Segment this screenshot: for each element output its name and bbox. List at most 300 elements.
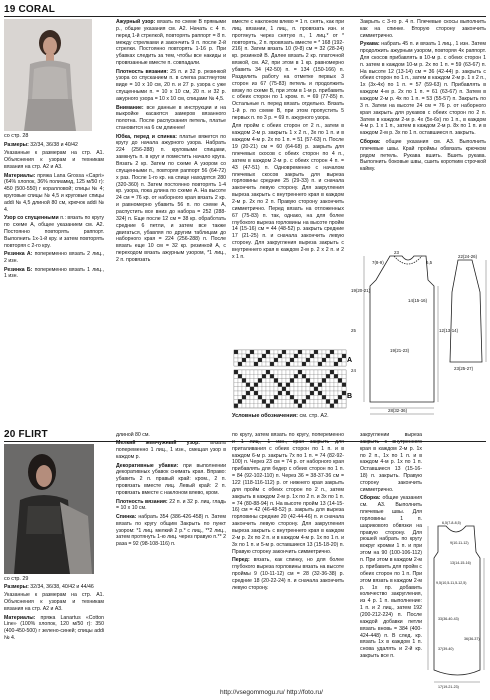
chart-cell: [334, 378, 338, 382]
chart-cell: [334, 354, 338, 358]
chart-cell: [286, 358, 290, 362]
chart-cell: [302, 391, 306, 395]
chart-cell: [274, 362, 278, 366]
chart-cell: [266, 362, 270, 366]
chart-cell: [270, 378, 274, 382]
chart-cell: [270, 395, 274, 399]
chart-cell: [262, 370, 266, 374]
chart-cell: [282, 362, 286, 366]
text-para: Мелкий жемчужный узор: вязать попеременно 1 лиц., 1 изн., смещая узор в каждом р.: [116, 440, 226, 461]
text-para: Сборка: общие указания см. А3. Выполнить плечевые швы. Край проймы обвязать крючком рядом петель. Рукава вшить. Вшить рукава. Выполнить боковые швы, сшить коротким строчкой кайму.: [360, 138, 486, 173]
chart-cell: [282, 383, 286, 387]
chart-cell: [294, 354, 298, 358]
chart-cell: [310, 358, 314, 362]
chart-cell: [342, 374, 346, 378]
chart-cell: [326, 387, 330, 391]
chart-cell: [238, 354, 242, 358]
chart-cell: [322, 378, 326, 382]
chart-cell: [318, 387, 322, 391]
chart-cell: [342, 350, 346, 354]
chart-cell: [234, 362, 238, 366]
chart-cell: [270, 362, 274, 366]
chart-cell: [338, 354, 342, 358]
chart-cell: [314, 350, 318, 354]
chart-cell: [290, 404, 294, 408]
chart-cell: [326, 358, 330, 362]
chart-cell: [338, 362, 342, 366]
chart-cell: [238, 358, 242, 362]
chart-cell: [266, 387, 270, 391]
chart-cell: [286, 383, 290, 387]
dim-label: 23: [394, 250, 399, 255]
dim-label: 6,5: [426, 260, 433, 265]
chart-cell: [314, 395, 318, 399]
chart-cell: [278, 354, 282, 358]
chart-cell: [278, 350, 282, 354]
chart-cell: [302, 404, 306, 408]
chart-cell: [310, 370, 314, 374]
chart-cell: [250, 354, 254, 358]
chart-cell: [282, 350, 286, 354]
dim-label: 33(36-40-43): [438, 617, 459, 621]
chart-cell: [254, 378, 258, 382]
chart-cell: [294, 370, 298, 374]
chart-cell: [322, 374, 326, 378]
chart-cell: [302, 383, 306, 387]
text-para: Плотность вязания: 22 п. и 32 р. лиц. гладь = 10 х 10 см.: [116, 498, 226, 512]
chart-cell: [286, 362, 290, 366]
chart-cell: [246, 370, 250, 374]
chart-cell: [278, 374, 282, 378]
chart-cell: [246, 378, 250, 382]
chart-cell: [274, 387, 278, 391]
chart-cell: [290, 387, 294, 391]
chart-cell: [266, 370, 270, 374]
chart-cell: [270, 404, 274, 408]
chart-cell: [298, 362, 302, 366]
chart-cell: [302, 378, 306, 382]
chart-cell: [250, 358, 254, 362]
chart-cell: [254, 395, 258, 399]
chart-cell: [326, 362, 330, 366]
flirt-photo: [4, 444, 94, 574]
chart-cell: [266, 354, 270, 358]
chart-cell: [338, 383, 342, 387]
chart-cell: [246, 399, 250, 403]
chart-cell: [338, 378, 342, 382]
chart-cell: [274, 354, 278, 358]
chart-cell: [258, 350, 262, 354]
chart-cell: [246, 391, 250, 395]
chart-cell: [338, 395, 342, 399]
chart-cell: [330, 391, 334, 395]
chart-cell: [342, 378, 346, 382]
chart-cell: [274, 370, 278, 374]
chart-cell: [274, 395, 278, 399]
dim-label: 17(19-21-23): [438, 685, 459, 689]
chart-cell: [330, 399, 334, 403]
chart-cell: [306, 387, 310, 391]
text-para: Резинка А: попеременно вязать 2 лиц., 2 изн.: [4, 251, 105, 265]
chart-cell: [294, 358, 298, 362]
chart-cell: [342, 399, 346, 403]
chart-cell: [250, 374, 254, 378]
chart-cell: [250, 362, 254, 366]
chart-cell: [330, 378, 334, 382]
chart-cell: [234, 399, 238, 403]
chart-cell: [270, 391, 274, 395]
chart-cell: [282, 391, 286, 395]
chart-cell: [326, 395, 330, 399]
chart-cell: [330, 358, 334, 362]
chart-cell: [278, 399, 282, 403]
chart-cell: [238, 374, 242, 378]
chart-cell: [250, 399, 254, 403]
chart-cell: [258, 387, 262, 391]
chart-cell: [326, 391, 330, 395]
chart-cell: [290, 358, 294, 362]
chart-cell: [258, 378, 262, 382]
chart-cell: [318, 378, 322, 382]
chart-cell: [314, 387, 318, 391]
chart-cell: [310, 387, 314, 391]
chart-cell: [286, 378, 290, 382]
text-para: Размеры: 32/34, 36/38 и 40/42: [4, 142, 78, 148]
chart-cell: [338, 399, 342, 403]
chart-cell: [274, 374, 278, 378]
chart-cell: [330, 374, 334, 378]
chart-cell: [318, 358, 322, 362]
chart-cell: [334, 374, 338, 378]
dim-label: 13(14-15-16): [450, 561, 471, 565]
chart-cell: [294, 399, 298, 403]
chart-cell: [250, 370, 254, 374]
chart-cell: [306, 395, 310, 399]
chart-cell: [246, 387, 250, 391]
chart-cell: [246, 404, 250, 408]
chart-cell: [266, 383, 270, 387]
dim-label: 9,5(10,5-11,5-12,5): [436, 581, 467, 585]
chart-cell: [282, 387, 286, 391]
chart-cell: [234, 354, 238, 358]
chart-cell: [314, 354, 318, 358]
text-para: длиной 80 см.: [116, 432, 150, 438]
chart-cell: [306, 358, 310, 362]
dim-label: 24: [351, 368, 356, 373]
chart-cell: [302, 387, 306, 391]
chart-cell: [338, 391, 342, 395]
chart-cell: [326, 378, 330, 382]
chart-cell: [306, 391, 310, 395]
chart-cell: [306, 404, 310, 408]
chart-cell: [242, 350, 246, 354]
chart-cell: [238, 350, 242, 354]
chart-cell: [310, 391, 314, 395]
chart-cell: [258, 395, 262, 399]
chart-cell: [298, 378, 302, 382]
chart-cell: [266, 374, 270, 378]
chart-cell: [314, 391, 318, 395]
chart-cell: [294, 387, 298, 391]
text-para: Указанные к размерам на стр. А1. Объяснения к узорам и техникам вязания на стр. А2 и А3.: [4, 150, 104, 171]
chart-cell: [334, 370, 338, 374]
chart-cell: [302, 358, 306, 362]
chart-cell: [242, 391, 246, 395]
chart-cell: [334, 404, 338, 408]
dim-label: 19(21-23): [390, 348, 410, 353]
chart-cell: [322, 391, 326, 395]
chart-cell: [334, 350, 338, 354]
chart-legend: Условные обозначения: см. стр. А2.: [232, 413, 329, 419]
chart-cell: [250, 387, 254, 391]
chart-cell: [306, 374, 310, 378]
chart-cell: [262, 404, 266, 408]
chart-cell: [342, 391, 346, 395]
chart-cell: [266, 350, 270, 354]
chart-cell: [258, 374, 262, 378]
chart-cell: [254, 404, 258, 408]
chart-cell: [278, 404, 282, 408]
chart-cell: [318, 383, 322, 387]
chart-cell: [318, 362, 322, 366]
text-para: Указанные к размерам на стр. А1. Объяснения к узорам и техникам вязания на стр. А2 и А3.: [4, 592, 104, 613]
chart-cell: [318, 374, 322, 378]
chart-cell: [258, 370, 262, 374]
chart-cell: [282, 399, 286, 403]
chart-cell: [294, 378, 298, 382]
chart-cell: [270, 387, 274, 391]
divider: [4, 16, 486, 17]
chart-cell: [314, 362, 318, 366]
chart-cell: [246, 374, 250, 378]
chart-cell: [258, 391, 262, 395]
chart-cell: [330, 383, 334, 387]
chart-cell: [330, 395, 334, 399]
chart-cell: [278, 383, 282, 387]
chart-cell: [290, 362, 294, 366]
chart-cell: [314, 374, 318, 378]
chart-cell: [262, 383, 266, 387]
chart-cell: [306, 370, 310, 374]
chart-cell: [298, 391, 302, 395]
chart-cell: [294, 391, 298, 395]
coral-col-2: [116, 19, 226, 335]
chart-cell: [254, 374, 258, 378]
chart-cell: [334, 391, 338, 395]
chart-cell: [298, 404, 302, 408]
chart-cell: [314, 404, 318, 408]
chart-cell: [314, 383, 318, 387]
flirt-col-2: [116, 432, 226, 690]
chart-cell: [234, 378, 238, 382]
chart-cell: [290, 374, 294, 378]
chart-cell: [290, 391, 294, 395]
chart-cell: [262, 362, 266, 366]
chart-cell: [294, 362, 298, 366]
chart-cell: [266, 404, 270, 408]
coral-col-4: [360, 19, 486, 249]
chart-cell: [334, 383, 338, 387]
chart-cell: [330, 362, 334, 366]
chart-cell: [338, 350, 342, 354]
chart-cell: [266, 391, 270, 395]
chart-cell: [314, 358, 318, 362]
chart-cell: [266, 395, 270, 399]
chart-cell: [282, 395, 286, 399]
chart-cell: [298, 383, 302, 387]
coral-col-1: [4, 142, 104, 402]
chart-cell: [310, 395, 314, 399]
chart-cell: [294, 374, 298, 378]
text-para: Плотность вязания: 25 п. и 32 р. резинкой узора со спусканием п. в слегка растянутом виде = 10 х 10 см, 20 п. и 27 р. узора с уже спущенными п. = 10 х 10 см, 20 п. и 32 р. ажурного узора = 10 х 10 см, спицами № 4,5.: [116, 68, 226, 103]
chart-cell: [290, 350, 294, 354]
chart-cell: [234, 383, 238, 387]
chart-cell: [342, 404, 346, 408]
dim-label: 9(10-11-12): [450, 541, 469, 545]
chart-cell: [282, 378, 286, 382]
knitting-chart: [232, 348, 353, 418]
chart-cell: [302, 370, 306, 374]
chart-cell: [322, 358, 326, 362]
chart-cell: [278, 370, 282, 374]
chart-cell: [326, 404, 330, 408]
text-para: Материалы: пряжа Lanartus «Cotton Line» (100% хлопок, 120 м/50 г): 350 (400-450-500) г зелено-синей; спицы addi № 4.: [4, 614, 104, 642]
dim-label: 14(15-16): [408, 298, 428, 303]
chart-cell: [274, 391, 278, 395]
chart-cell: [234, 387, 238, 391]
chart-cell: [238, 391, 242, 395]
chart-cell: [262, 395, 266, 399]
chart-cell: [254, 362, 258, 366]
chart-cell: [258, 383, 262, 387]
coral-photo: [4, 19, 92, 131]
chart-cell: [278, 395, 282, 399]
text-para: Закрыть с 3-го р. 4 п. Плечевые скосы выполнить как на спинке. Вторую сторону закончить симметрично.: [360, 19, 486, 39]
chart-cell: [242, 383, 246, 387]
text-para: Размеры: 32/34, 36/38, 40/42 и 44/46: [4, 584, 94, 590]
chart-cell: [270, 383, 274, 387]
text-para: Внимание: все данные в инструкции и на выкройке касаются замеров вязанного полотна. После распускания петель, платье становится на 6 см длиннее!: [116, 104, 226, 132]
chart-cell: [262, 354, 266, 358]
dim-label: 22(24-26): [458, 254, 478, 259]
chart-cell: [302, 354, 306, 358]
text-para: вместе с наклоном влево = 1 п. снять, как при лиц. вязании, 1 лиц., п. провязать изн. и протянуть через снятую п., 1 лиц.* от * повторять, 2 п. провязать вместе = * 168 (192-216) п. Затем вязать 10 (9-8) см = 32 (28-24) кр. резинкой В. Далее вязать 2 кр. платочной вязкой, см. А2, при этом в 1 кр. равномерно убавить 34 (42-50) п. = 134 (150-166) п. Разделить работу на отметке первых 3 сторон из 67 (75-83) петель и продолжить вязку по схеме В, при этом в 1-м р. прибавить с обеих сторон по 1 кром. п. = 69 (77-85) п. Остальные п. перед вязать отдельно. Вязать 1-й р. по схеме В, при этом пропустить 5 первых п. по 3 р. = 69 п. ажурного узора.: [232, 19, 344, 122]
chart-cell: [278, 391, 282, 395]
chart-cell: [294, 395, 298, 399]
chart-cell: [298, 350, 302, 354]
chart-cell: [250, 383, 254, 387]
chart-cell: [250, 391, 254, 395]
chart-cell: [238, 404, 242, 408]
chart-cell: [238, 395, 242, 399]
chart-cell: [258, 362, 262, 366]
chart-cell: [326, 354, 330, 358]
chart-cell: [274, 404, 278, 408]
chart-cell: [282, 404, 286, 408]
chart-cell: [238, 399, 242, 403]
chart-cell: [318, 354, 322, 358]
chart-cell: [306, 350, 310, 354]
chart-cell: [342, 370, 346, 374]
chart-a-label: A: [347, 357, 353, 364]
chart-cell: [318, 395, 322, 399]
flirt-col-3: [232, 432, 344, 690]
chart-cell: [322, 395, 326, 399]
chart-cell: [242, 374, 246, 378]
chart-cell: [294, 404, 298, 408]
chart-cell: [254, 399, 258, 403]
chart-cell: [306, 378, 310, 382]
chart-cell: [238, 383, 242, 387]
dim-label: 6,5(7-8-8,5): [442, 521, 461, 525]
chart-cell: [302, 399, 306, 403]
chart-cell: [334, 362, 338, 366]
chart-cell: [286, 387, 290, 391]
chart-cell: [282, 354, 286, 358]
chart-cell: [322, 387, 326, 391]
dim-label: 19(20-21): [351, 288, 371, 293]
chart-cell: [274, 350, 278, 354]
chart-cell: [298, 399, 302, 403]
chart-cell: [298, 370, 302, 374]
chart-cell: [286, 395, 290, 399]
chart-cell: [242, 370, 246, 374]
section-title-flirt: 20 FLIRT: [4, 429, 48, 440]
chart-cell: [262, 387, 266, 391]
chart-cell: [322, 399, 326, 403]
chart-cell: [322, 362, 326, 366]
chart-cell: [310, 383, 314, 387]
chart-cell: [330, 370, 334, 374]
chart-cell: [274, 383, 278, 387]
chart-cell: [234, 358, 238, 362]
chart-cell: [318, 404, 322, 408]
text-para: Сборка: общие указания см. А3. Выполнить плечевые швы. Для горловины 1 п. шарикового обвязки на правую сторону. Для рюшей набрать по кругу вокруг кромки 1 п. и при этом на 90 (100-106-112) п. При этом в каждом 2-м р. прибавить для пройм с обеих сторон по 1 п. При этом вязать в каждом 2-м р. 1х пр. добавить количество закругления, из 4 р. 1 п. выполнение: 1 п. и 2 лиц., затем 192 (200-212-224) п. После каждой добавки петли вязать вновь = 384 (400-424-448) п. В след. кр. вязать 1х в каждом 1 п. снова удалять и 2-й кр. закрыть все п.: [360, 495, 422, 660]
chart-cell: [242, 404, 246, 408]
chart-cell: [342, 354, 346, 358]
chart-cell: [274, 358, 278, 362]
chart-cell: [330, 354, 334, 358]
chart-cell: [246, 350, 250, 354]
chart-cell: [290, 370, 294, 374]
chart-cell: [258, 354, 262, 358]
chart-b-label: B: [347, 393, 353, 400]
text-para: Юбка, перед и спинка: платье вяжется по кругу до начала ажурного узора. Набрать 224 (256-288) п. круговыми спицами, замкнуть п. в круг и поместить начало круга. Вязать 2 кр. Затем по схеме А узором со спущенными п., повторяя раппорт 56 (64-72) х раз. После 1-го кр. на спице находятся 280 (320-360) п. Затем постоянно повторять 1-4 кр. узора, пока длина по схеме А. На высоте 24 см = 76 кр. от наборного края вязать 2 кр. и равномерно убавить 56 п. по схеме А, распустить все вниз до набора = 252 (288-324) п. Еще после 12 см = 38 кр. обработать средние 6 петли, и затем все также двигаться, убавляя по другим таблицам до наборного края = 224 (256-288) п. После вязать еще 10 см = 32 кр. резинкой А, с переходом вязать ажурным узором, *1 лиц., 2 п. провязать: [116, 133, 226, 263]
chart-cell: [342, 387, 346, 391]
chart-cell: [334, 399, 338, 403]
chart-cell: [254, 391, 258, 395]
chart-cell: [286, 354, 290, 358]
chart-cell: [246, 358, 250, 362]
chart-cell: [278, 362, 282, 366]
text-para: Рукава: набрать 45 п. и вязать 1 лиц., 1 изн. Затем продолжить ажурным узором, повторяя 4х раппорт. Для скосов прибавлять в 10-м р. с обеих сторон 1 п. затем в каждом 10-м р. 2х по 1 п. = 59 (63-67) п. На высоте 12 (13-14) см = 36 (42-44) р. закрыть с обеих сторон по 1 п., затем в каждом 2-м р. 1 х 2 п., 1х (3х-4х) по 1 п. = 57 (59-63) п. Прибавлять в каждом 4-м р. 2х по 1 п. = 61 (63-67) п. Затем в каждом 2-м р. 4х по 1 п. = 53 (55-57) п. Закрыть по 3 п. Затем на высоте 24 см = 76 р. от наборного края закрыть для рукавов с обеих сторон по 2 п. Затем в каждом 2-м р. 4х (5х-6х) по 1 п., в каждом 4-м р. 1 х 1 п., затем в каждом 2-м р. 8х по 1 п. и в каждом 2-м р. 3х по 1 п. оставшиеся п. закрыть.: [360, 41, 486, 137]
chart-cell: [310, 404, 314, 408]
text-para: Узор со спущенными п.: вязать по кругу по схеме А, общее указанием см. А2. Постоянно повторять раппорт. Выполнить 1х-1-й кру. и затем повторять повторяя с 2-го кру.: [4, 215, 104, 249]
chart-cell: [258, 358, 262, 362]
chart-cell: [286, 399, 290, 403]
chart-cell: [278, 387, 282, 391]
chart-cell: [286, 374, 290, 378]
chart-cell: [326, 399, 330, 403]
chart-cell: [254, 387, 258, 391]
chart-cell: [266, 378, 270, 382]
chart-cell: [286, 370, 290, 374]
text-para: Резинка Б: попеременно вязать 1 лиц., 1 изн.: [4, 266, 105, 280]
chart-cell: [246, 383, 250, 387]
chart-cell: [330, 350, 334, 354]
coral-see-page: со стр. 28: [4, 133, 29, 139]
chart-cell: [238, 362, 242, 366]
